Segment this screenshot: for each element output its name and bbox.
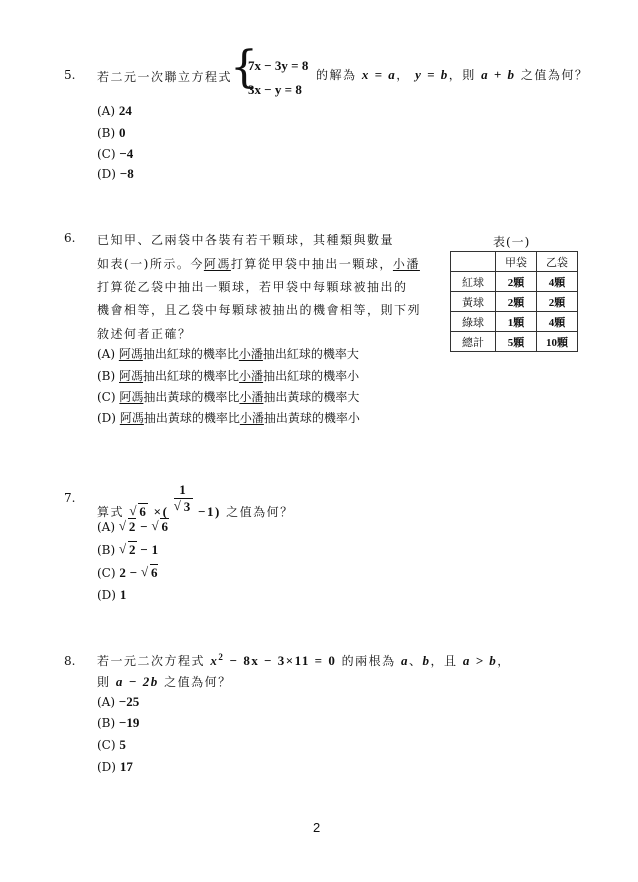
name-b-pan: 小潘 (239, 369, 264, 383)
minus: − (129, 565, 138, 580)
option-label: (D) (97, 411, 116, 425)
table-header-row (451, 252, 578, 272)
option-text-2: 抽出黃球的機率小 (263, 411, 360, 425)
constant: 1 (119, 587, 127, 602)
table-header-bag-b: 乙袋 (537, 252, 578, 272)
equation-exponent: 2 (218, 652, 225, 662)
constant: 1 (151, 542, 159, 557)
option-label: (C) (97, 738, 116, 752)
option-label: (C) (97, 566, 116, 580)
fraction-denominator (174, 499, 193, 515)
q6-option-b (97, 367, 359, 384)
q6-option-a (97, 345, 359, 362)
option-label: (A) (97, 695, 116, 709)
equation-1: 7x − 3y = 8 (248, 58, 309, 73)
question-6-line-2: 如表(一)所示。今阿馮打算從甲袋中抽出一顆球，小潘 (97, 257, 420, 271)
row-label: 總計 (451, 332, 496, 352)
option-label: (B) (97, 369, 116, 383)
name-b-pan: 小潘 (239, 390, 264, 404)
q7-option-a (97, 519, 169, 535)
radicand: 3 (183, 499, 192, 514)
question-5-number: 5. (64, 68, 76, 82)
option-label: (D) (97, 167, 116, 181)
sqrt-2 (119, 519, 137, 535)
table-caption: 表(一) (493, 235, 531, 249)
option-text-2: 抽出紅球的機率大 (262, 347, 359, 361)
stem-d-text: ， (497, 654, 511, 668)
q5-option-c (97, 146, 133, 162)
question-6-number: 6. (64, 231, 76, 245)
expression-a-plus-b: a + b (481, 67, 516, 82)
radicand: 6 (150, 565, 158, 580)
radicand: 6 (139, 504, 148, 519)
solution-y: y = b (415, 67, 449, 82)
option-label: (A) (97, 104, 116, 118)
option-value: 24 (118, 103, 132, 118)
stem-a-text: 若一元二次方程式 (97, 654, 206, 668)
system-brace: { (230, 42, 258, 93)
q8-option-a (97, 694, 139, 710)
table-row (451, 312, 578, 332)
cell-bag-b: 4顆 (537, 272, 578, 292)
equation-rest: − 8x − 3×11 = 0 (229, 653, 337, 668)
option-text-1: 抽出紅球的機率比 (143, 369, 240, 383)
question-7-stem (97, 482, 294, 520)
option-text-1: 抽出紅球的機率比 (142, 347, 239, 361)
question-6-line-5: 敘述何者正確？ (97, 327, 192, 341)
root-b: b (422, 653, 431, 668)
option-label: (C) (97, 390, 116, 404)
stem-a-text: 算式 (97, 505, 125, 519)
separator: 、 (409, 654, 423, 668)
times-paren: ×( (153, 504, 169, 519)
q7-option-c (97, 565, 158, 581)
q5-option-a (97, 103, 132, 119)
equation-x: x (210, 653, 219, 668)
option-label: (D) (97, 760, 116, 774)
cell-bag-a: 2顆 (496, 292, 537, 312)
line2-b-text: 之值為何？ (164, 675, 232, 689)
q6-option-c (97, 388, 359, 405)
constant: 2 (119, 565, 126, 580)
option-label: (B) (97, 716, 116, 730)
question-8-line-2 (97, 673, 232, 690)
name-b-pan: 小潘 (239, 411, 264, 425)
cell-bag-b: 10顆 (537, 332, 578, 352)
question-5-stem-a: 若二元一次聯立方程式 (97, 70, 233, 84)
stem-b-text: 之值為何？ (226, 505, 294, 519)
option-label: (B) (97, 543, 116, 557)
cell-bag-b: 4顆 (537, 312, 578, 332)
sqrt-6 (151, 519, 169, 535)
option-text-2: 抽出黃球的機率大 (263, 390, 360, 404)
question-8-number: 8. (64, 654, 76, 668)
question-8-line-1 (97, 652, 511, 669)
root-a: a (401, 653, 410, 668)
stem-b-text: 的解為 (316, 68, 357, 82)
option-value: −8 (119, 166, 134, 181)
option-value: 0 (119, 125, 126, 140)
q8-option-d (97, 759, 133, 775)
fraction-numerator: 1 (174, 482, 193, 499)
question-5-stem-b (316, 66, 588, 83)
name-a-feng: 阿馮 (119, 390, 144, 404)
option-value: −4 (119, 146, 134, 161)
table-header-bag-a: 甲袋 (496, 252, 537, 272)
row-label: 紅球 (451, 272, 496, 292)
minus-one-paren: −1) (198, 504, 221, 519)
table-header-empty (451, 252, 496, 272)
expression-a-minus-2b: a − 2b (115, 674, 159, 689)
radicand: 2 (129, 542, 136, 557)
row-label: 黃球 (451, 292, 496, 312)
q5-option-d (97, 166, 134, 182)
option-text-2: 抽出紅球的機率小 (263, 369, 360, 383)
q8-option-b (97, 715, 139, 731)
stem-c-text: ，則 (448, 68, 476, 82)
question-7-number: 7. (64, 491, 76, 505)
option-text-1: 抽出黃球的機率比 (143, 390, 240, 404)
q6-option-d (97, 409, 360, 426)
option-label: (A) (97, 347, 116, 361)
fraction-1-over-sqrt3 (174, 482, 193, 515)
name-a-feng: 阿馮 (119, 411, 144, 425)
name-a-feng: 阿馮 (203, 257, 231, 271)
stem-b-text: 的兩根為 (341, 654, 396, 668)
sqrt-2 (119, 542, 137, 558)
q7-option-d (97, 587, 126, 603)
option-text-1: 抽出黃球的機率比 (143, 411, 240, 425)
option-label: (C) (97, 147, 116, 161)
name-b-pan: 小潘 (392, 257, 420, 271)
equation-2: 3x − y = 8 (248, 82, 302, 97)
radicand: 6 (161, 519, 168, 534)
sqrt-6 (141, 565, 159, 581)
cell-bag-a: 2顆 (496, 272, 537, 292)
minus: − (140, 542, 148, 557)
cell-bag-b: 2顆 (537, 292, 578, 312)
row-label: 綠球 (451, 312, 496, 332)
name-a-feng: 阿馮 (119, 369, 144, 383)
question-6-line-1: 已知甲、乙兩袋中各裝有若干顆球，其種類與數量 (97, 233, 395, 247)
question-6-line-3: 打算從乙袋中抽出一顆球，若甲袋中每顆球被抽出的 (97, 280, 408, 294)
name-b-pan: 小潘 (238, 347, 263, 361)
table-row (451, 292, 578, 312)
q7-option-b (97, 542, 158, 558)
option-label: (B) (97, 126, 116, 140)
option-label: (D) (97, 588, 116, 602)
comma: ， (396, 68, 410, 82)
option-value: 5 (119, 737, 126, 752)
option-label: (A) (97, 520, 116, 534)
question-6-line-4: 機會相等，且乙袋中每顆球被抽出的機會相等，則下列 (97, 303, 422, 317)
solution-x: x = a (361, 67, 397, 82)
option-value: 17 (119, 759, 133, 774)
line2-a-text: 則 (97, 675, 111, 689)
stem-c-text: ，且 (430, 654, 458, 668)
option-value: −19 (119, 715, 140, 730)
q8-option-c (97, 737, 126, 753)
ball-count-table (450, 251, 578, 352)
cell-bag-a: 1顆 (496, 312, 537, 332)
name-a-feng: 阿馮 (118, 347, 143, 361)
q5-option-b (97, 125, 126, 141)
cell-bag-a: 5顆 (496, 332, 537, 352)
page-number: 2 (313, 820, 321, 835)
stem-d-text: 之值為何？ (520, 68, 589, 82)
table-row (451, 332, 578, 352)
radicand: 2 (128, 519, 136, 534)
option-value: −25 (118, 694, 140, 709)
minus: − (140, 519, 148, 534)
condition-a-gt-b: a > b (462, 653, 498, 668)
table-row (451, 272, 578, 292)
